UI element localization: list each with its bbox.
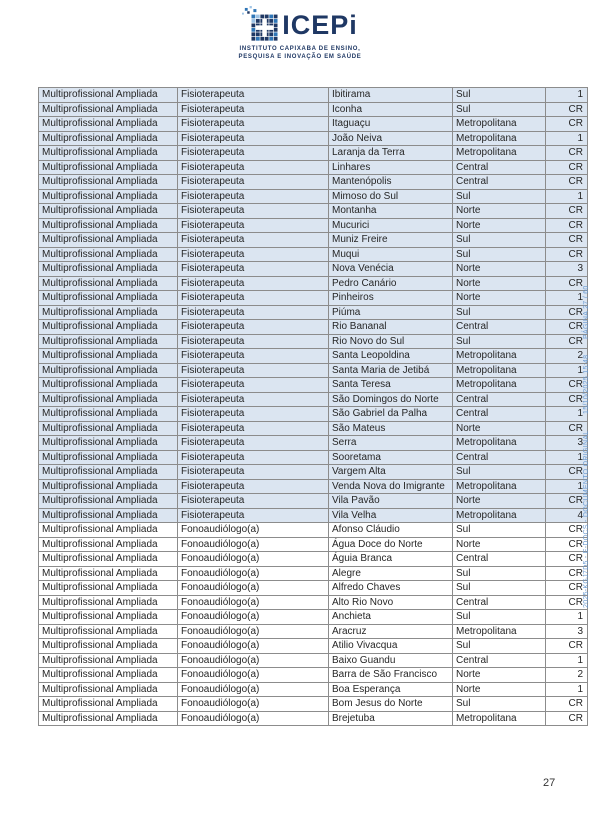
table-cell: Metropolitana bbox=[453, 624, 546, 639]
table-row bbox=[39, 421, 588, 436]
table-cell: Fisioterapeuta bbox=[178, 175, 329, 190]
table-cell: CR bbox=[546, 233, 588, 248]
table-cell: Fisioterapeuta bbox=[178, 102, 329, 117]
table-cell: Anchieta bbox=[329, 610, 453, 625]
table-cell: Piúma bbox=[329, 305, 453, 320]
table-cell: 2 bbox=[546, 349, 588, 364]
table-cell: Fisioterapeuta bbox=[178, 117, 329, 132]
table-cell: Mantenópolis bbox=[329, 175, 453, 190]
table-cell: Vila Pavão bbox=[329, 494, 453, 509]
table-cell: CR bbox=[546, 392, 588, 407]
table-row bbox=[39, 552, 588, 567]
table-cell: Fisioterapeuta bbox=[178, 349, 329, 364]
table-cell: Multiprofissional Ampliada bbox=[39, 436, 178, 451]
table-row bbox=[39, 450, 588, 465]
table-cell: Metropolitana bbox=[453, 146, 546, 161]
table-row bbox=[39, 668, 588, 683]
table-row bbox=[39, 610, 588, 625]
table-cell: Norte bbox=[453, 494, 546, 509]
icepi-logo bbox=[239, 6, 362, 61]
table-cell: Multiprofissional Ampliada bbox=[39, 363, 178, 378]
table-row bbox=[39, 566, 588, 581]
table-cell: Itaguaçu bbox=[329, 117, 453, 132]
table-cell: Santa Teresa bbox=[329, 378, 453, 393]
table-row bbox=[39, 349, 588, 364]
table-cell: Muqui bbox=[329, 247, 453, 262]
table-cell: Bom Jesus do Norte bbox=[329, 697, 453, 712]
table-cell: CR bbox=[546, 595, 588, 610]
table-cell: Mucurici bbox=[329, 218, 453, 233]
table-cell: Sul bbox=[453, 88, 546, 103]
table-cell: 1 bbox=[546, 88, 588, 103]
logo-wordmark: ICEPi bbox=[282, 10, 358, 40]
table-cell: Rio Bananal bbox=[329, 320, 453, 335]
table-cell: Iconha bbox=[329, 102, 453, 117]
table-row bbox=[39, 88, 588, 103]
table-cell: Multiprofissional Ampliada bbox=[39, 653, 178, 668]
table-cell: Laranja da Terra bbox=[329, 146, 453, 161]
table-cell: Fonoaudiólogo(a) bbox=[178, 711, 329, 726]
table-cell: Norte bbox=[453, 262, 546, 277]
table-row bbox=[39, 378, 588, 393]
table-cell: Brejetuba bbox=[329, 711, 453, 726]
table-cell: Fisioterapeuta bbox=[178, 276, 329, 291]
table-row bbox=[39, 262, 588, 277]
table-cell: Norte bbox=[453, 218, 546, 233]
table-cell: Multiprofissional Ampliada bbox=[39, 117, 178, 132]
table-row bbox=[39, 102, 588, 117]
table-cell: Sul bbox=[453, 102, 546, 117]
table-cell: Vila Velha bbox=[329, 508, 453, 523]
table-cell: Atilio Vivacqua bbox=[329, 639, 453, 654]
table-cell: Fisioterapeuta bbox=[178, 160, 329, 175]
table-cell: Baixo Guandu bbox=[329, 653, 453, 668]
table-cell: Montanha bbox=[329, 204, 453, 219]
table-cell: Multiprofissional Ampliada bbox=[39, 494, 178, 509]
table-cell: Multiprofissional Ampliada bbox=[39, 146, 178, 161]
table-cell: Central bbox=[453, 552, 546, 567]
table-cell: Sul bbox=[453, 305, 546, 320]
table-cell: Norte bbox=[453, 421, 546, 436]
table-row bbox=[39, 653, 588, 668]
table-row bbox=[39, 305, 588, 320]
table-cell: Fisioterapeuta bbox=[178, 363, 329, 378]
table-cell: Fisioterapeuta bbox=[178, 378, 329, 393]
table-cell: Multiprofissional Ampliada bbox=[39, 189, 178, 204]
table-cell: 1 bbox=[546, 189, 588, 204]
table-cell: Fonoaudiólogo(a) bbox=[178, 523, 329, 538]
stamp-timestamp: 15/10/2025 15:48 bbox=[583, 354, 590, 415]
table-row bbox=[39, 639, 588, 654]
table-cell: 2 bbox=[546, 668, 588, 683]
table-cell: Fisioterapeuta bbox=[178, 233, 329, 248]
table-cell: Fonoaudiólogo(a) bbox=[178, 566, 329, 581]
table-cell: Fisioterapeuta bbox=[178, 436, 329, 451]
table-cell: Rio Novo do Sul bbox=[329, 334, 453, 349]
table-row bbox=[39, 508, 588, 523]
table-cell: Barra de São Francisco bbox=[329, 668, 453, 683]
table-cell: Norte bbox=[453, 537, 546, 552]
table-cell: CR bbox=[546, 494, 588, 509]
table-cell: Central bbox=[453, 320, 546, 335]
table-cell: Santa Maria de Jetibá bbox=[329, 363, 453, 378]
table-cell: Central bbox=[453, 160, 546, 175]
table-cell: Fisioterapeuta bbox=[178, 131, 329, 146]
table-cell: Multiprofissional Ampliada bbox=[39, 218, 178, 233]
table-cell: Metropolitana bbox=[453, 349, 546, 364]
table-row bbox=[39, 131, 588, 146]
table-cell: CR bbox=[546, 552, 588, 567]
table-cell: Fisioterapeuta bbox=[178, 189, 329, 204]
table-cell: Metropolitana bbox=[453, 508, 546, 523]
table-cell: Metropolitana bbox=[453, 711, 546, 726]
table-cell: Fonoaudiólogo(a) bbox=[178, 610, 329, 625]
table-row bbox=[39, 392, 588, 407]
table-cell: 1 bbox=[546, 610, 588, 625]
table-cell: Central bbox=[453, 175, 546, 190]
table-cell: CR bbox=[546, 276, 588, 291]
table-cell: CR bbox=[546, 102, 588, 117]
table-cell: Fisioterapeuta bbox=[178, 218, 329, 233]
table-cell: Central bbox=[453, 595, 546, 610]
table-cell: Norte bbox=[453, 204, 546, 219]
edocs-vertical-stamp bbox=[583, 263, 597, 608]
table-row bbox=[39, 595, 588, 610]
table-cell: CR bbox=[546, 581, 588, 596]
stamp-document-label: 2025-KGJ7D5 - E-DOCS - DOCUMENTO ORIGINAL bbox=[583, 430, 590, 608]
table-cell: Fonoaudiólogo(a) bbox=[178, 668, 329, 683]
table-cell: Mimoso do Sul bbox=[329, 189, 453, 204]
table-cell: Serra bbox=[329, 436, 453, 451]
table-row bbox=[39, 320, 588, 335]
table-row bbox=[39, 465, 588, 480]
table-cell: Muniz Freire bbox=[329, 233, 453, 248]
table-cell: Multiprofissional Ampliada bbox=[39, 465, 178, 480]
table-cell: Multiprofissional Ampliada bbox=[39, 378, 178, 393]
table-cell: CR bbox=[546, 320, 588, 335]
table-cell: Multiprofissional Ampliada bbox=[39, 581, 178, 596]
table-row bbox=[39, 479, 588, 494]
table-row bbox=[39, 363, 588, 378]
table-cell: Norte bbox=[453, 668, 546, 683]
table-cell: CR bbox=[546, 537, 588, 552]
table-cell: Fisioterapeuta bbox=[178, 204, 329, 219]
table-cell: Sul bbox=[453, 189, 546, 204]
table-row bbox=[39, 682, 588, 697]
table-cell: CR bbox=[546, 334, 588, 349]
table-cell: São Domingos do Norte bbox=[329, 392, 453, 407]
table-cell: Metropolitana bbox=[453, 363, 546, 378]
table-cell: Alto Rio Novo bbox=[329, 595, 453, 610]
table-cell: 1 bbox=[546, 363, 588, 378]
table-cell: Sul bbox=[453, 581, 546, 596]
table-row bbox=[39, 334, 588, 349]
table-cell: CR bbox=[546, 146, 588, 161]
table-cell: 1 bbox=[546, 682, 588, 697]
table-cell: Sul bbox=[453, 639, 546, 654]
table-row bbox=[39, 494, 588, 509]
table-cell: Vargem Alta bbox=[329, 465, 453, 480]
logo-tagline-line2: PESQUISA E INOVAÇÃO EM SAÚDE bbox=[238, 54, 362, 60]
table-row bbox=[39, 189, 588, 204]
table-row bbox=[39, 175, 588, 190]
table-cell: Ibitirama bbox=[329, 88, 453, 103]
table-cell: Sul bbox=[453, 334, 546, 349]
table-cell: 3 bbox=[546, 262, 588, 277]
table-cell: Metropolitana bbox=[453, 378, 546, 393]
table-row bbox=[39, 523, 588, 538]
table-cell: Sul bbox=[453, 697, 546, 712]
table-cell: Fisioterapeuta bbox=[178, 334, 329, 349]
table-cell: 3 bbox=[546, 436, 588, 451]
table-cell: Sul bbox=[453, 523, 546, 538]
table-cell: 3 bbox=[546, 624, 588, 639]
table-row bbox=[39, 697, 588, 712]
table-cell: Multiprofissional Ampliada bbox=[39, 305, 178, 320]
table-cell: Fisioterapeuta bbox=[178, 407, 329, 422]
table-cell: Sooretama bbox=[329, 450, 453, 465]
header bbox=[0, 6, 600, 61]
stamp-page-info: PÁGINA 27 / 60 bbox=[583, 285, 590, 339]
table-row bbox=[39, 711, 588, 726]
table-cell: Metropolitana bbox=[453, 117, 546, 132]
table-cell: Multiprofissional Ampliada bbox=[39, 175, 178, 190]
logo-tagline bbox=[239, 45, 362, 61]
table-cell: Multiprofissional Ampliada bbox=[39, 523, 178, 538]
table-cell: CR bbox=[546, 421, 588, 436]
table-cell: Multiprofissional Ampliada bbox=[39, 421, 178, 436]
table-cell: CR bbox=[546, 117, 588, 132]
table-cell: Multiprofissional Ampliada bbox=[39, 88, 178, 103]
table-row bbox=[39, 117, 588, 132]
table-cell: Multiprofissional Ampliada bbox=[39, 233, 178, 248]
table-cell: Água Doce do Norte bbox=[329, 537, 453, 552]
table-cell: Norte bbox=[453, 682, 546, 697]
table-cell: 1 bbox=[546, 291, 588, 306]
table-cell: São Gabriel da Palha bbox=[329, 407, 453, 422]
table-cell: Multiprofissional Ampliada bbox=[39, 392, 178, 407]
table-row bbox=[39, 436, 588, 451]
table-cell: Fisioterapeuta bbox=[178, 465, 329, 480]
table-row bbox=[39, 247, 588, 262]
table-cell: CR bbox=[546, 711, 588, 726]
table-row bbox=[39, 146, 588, 161]
table-cell: Norte bbox=[453, 276, 546, 291]
table-row bbox=[39, 624, 588, 639]
table-cell: Fonoaudiólogo(a) bbox=[178, 537, 329, 552]
table-cell: Águia Branca bbox=[329, 552, 453, 567]
table-cell: CR bbox=[546, 204, 588, 219]
table-cell: Multiprofissional Ampliada bbox=[39, 276, 178, 291]
table-cell: Multiprofissional Ampliada bbox=[39, 479, 178, 494]
table-cell: Multiprofissional Ampliada bbox=[39, 407, 178, 422]
table-cell: Aracruz bbox=[329, 624, 453, 639]
table-cell: Multiprofissional Ampliada bbox=[39, 450, 178, 465]
table-cell: Sul bbox=[453, 233, 546, 248]
table-row bbox=[39, 218, 588, 233]
table-cell: Multiprofissional Ampliada bbox=[39, 552, 178, 567]
table-cell: Multiprofissional Ampliada bbox=[39, 508, 178, 523]
table-cell: 1 bbox=[546, 407, 588, 422]
table-cell: Fonoaudiólogo(a) bbox=[178, 624, 329, 639]
table-cell: Sul bbox=[453, 247, 546, 262]
table-cell: Sul bbox=[453, 566, 546, 581]
table-cell: CR bbox=[546, 378, 588, 393]
table-cell: Multiprofissional Ampliada bbox=[39, 102, 178, 117]
table-cell: Multiprofissional Ampliada bbox=[39, 711, 178, 726]
table-cell: CR bbox=[546, 175, 588, 190]
table-cell: Multiprofissional Ampliada bbox=[39, 697, 178, 712]
table-cell: Fisioterapeuta bbox=[178, 247, 329, 262]
table-cell: Sul bbox=[453, 465, 546, 480]
table-cell: 4 bbox=[546, 508, 588, 523]
table-cell: 1 bbox=[546, 653, 588, 668]
table-cell: Fisioterapeuta bbox=[178, 392, 329, 407]
table-cell: Multiprofissional Ampliada bbox=[39, 131, 178, 146]
table-cell: Central bbox=[453, 450, 546, 465]
table-cell: 1 bbox=[546, 479, 588, 494]
table-cell: Fonoaudiólogo(a) bbox=[178, 682, 329, 697]
table-cell: Fisioterapeuta bbox=[178, 479, 329, 494]
table-cell: Fisioterapeuta bbox=[178, 450, 329, 465]
table-cell: Multiprofissional Ampliada bbox=[39, 610, 178, 625]
vacancies-table-body bbox=[39, 88, 588, 726]
table-cell: Multiprofissional Ampliada bbox=[39, 595, 178, 610]
table-cell: Afonso Cláudio bbox=[329, 523, 453, 538]
table-cell: João Neiva bbox=[329, 131, 453, 146]
table-cell: CR bbox=[546, 305, 588, 320]
page-number: 27 bbox=[543, 777, 556, 789]
icepi-mosaic-icon bbox=[242, 6, 278, 44]
table-cell: Fisioterapeuta bbox=[178, 88, 329, 103]
table-row bbox=[39, 276, 588, 291]
table-cell: Multiprofissional Ampliada bbox=[39, 349, 178, 364]
table-cell: Fisioterapeuta bbox=[178, 146, 329, 161]
table-cell: Multiprofissional Ampliada bbox=[39, 537, 178, 552]
vacancies-table bbox=[38, 87, 588, 726]
table-row bbox=[39, 537, 588, 552]
table-cell: Pinheiros bbox=[329, 291, 453, 306]
table-cell: CR bbox=[546, 566, 588, 581]
table-cell: Sul bbox=[453, 610, 546, 625]
table-cell: Fisioterapeuta bbox=[178, 305, 329, 320]
table-cell: Multiprofissional Ampliada bbox=[39, 624, 178, 639]
table-cell: CR bbox=[546, 465, 588, 480]
table-cell: Fonoaudiólogo(a) bbox=[178, 697, 329, 712]
table-cell: São Mateus bbox=[329, 421, 453, 436]
table-cell: Norte bbox=[453, 291, 546, 306]
table-row bbox=[39, 581, 588, 596]
table-cell: Multiprofissional Ampliada bbox=[39, 334, 178, 349]
table-cell: Fisioterapeuta bbox=[178, 494, 329, 509]
table-cell: Boa Esperança bbox=[329, 682, 453, 697]
table-row bbox=[39, 291, 588, 306]
table-cell: Linhares bbox=[329, 160, 453, 175]
table-cell: Alegre bbox=[329, 566, 453, 581]
table-cell: Multiprofissional Ampliada bbox=[39, 566, 178, 581]
table-cell: Fisioterapeuta bbox=[178, 508, 329, 523]
table-cell: Fonoaudiólogo(a) bbox=[178, 639, 329, 654]
table-cell: Multiprofissional Ampliada bbox=[39, 262, 178, 277]
table-cell: Fonoaudiólogo(a) bbox=[178, 653, 329, 668]
table-row bbox=[39, 407, 588, 422]
table-cell: Central bbox=[453, 653, 546, 668]
table-cell: Fonoaudiólogo(a) bbox=[178, 552, 329, 567]
table-row bbox=[39, 160, 588, 175]
table-cell: CR bbox=[546, 523, 588, 538]
table-cell: Fonoaudiólogo(a) bbox=[178, 581, 329, 596]
table-cell: Multiprofissional Ampliada bbox=[39, 160, 178, 175]
table-cell: Fisioterapeuta bbox=[178, 262, 329, 277]
table-cell: Metropolitana bbox=[453, 131, 546, 146]
table-cell: Alfredo Chaves bbox=[329, 581, 453, 596]
table-cell: Fisioterapeuta bbox=[178, 320, 329, 335]
table-cell: Multiprofissional Ampliada bbox=[39, 682, 178, 697]
table-cell: CR bbox=[546, 247, 588, 262]
table-cell: Fisioterapeuta bbox=[178, 421, 329, 436]
table-cell: Fisioterapeuta bbox=[178, 291, 329, 306]
table-cell: Multiprofissional Ampliada bbox=[39, 320, 178, 335]
table-cell: Multiprofissional Ampliada bbox=[39, 247, 178, 262]
table-cell: Multiprofissional Ampliada bbox=[39, 668, 178, 683]
table-cell: 1 bbox=[546, 131, 588, 146]
table-row bbox=[39, 204, 588, 219]
logo-tagline-line1: INSTITUTO CAPIXABA DE ENSINO, bbox=[239, 46, 361, 52]
table-cell: Nova Venécia bbox=[329, 262, 453, 277]
table-cell: Multiprofissional Ampliada bbox=[39, 291, 178, 306]
table-cell: Santa Leopoldina bbox=[329, 349, 453, 364]
table-cell: Central bbox=[453, 392, 546, 407]
table-cell: Metropolitana bbox=[453, 479, 546, 494]
table-cell: CR bbox=[546, 639, 588, 654]
table-cell: CR bbox=[546, 697, 588, 712]
table-cell: Venda Nova do Imigrante bbox=[329, 479, 453, 494]
table-cell: CR bbox=[546, 218, 588, 233]
table-row bbox=[39, 233, 588, 248]
table-cell: 1 bbox=[546, 450, 588, 465]
table-cell: Pedro Canário bbox=[329, 276, 453, 291]
table-cell: Multiprofissional Ampliada bbox=[39, 639, 178, 654]
table-cell: CR bbox=[546, 160, 588, 175]
table-cell: Multiprofissional Ampliada bbox=[39, 204, 178, 219]
table-cell: Metropolitana bbox=[453, 436, 546, 451]
table-cell: Fonoaudiólogo(a) bbox=[178, 595, 329, 610]
table-cell: Central bbox=[453, 407, 546, 422]
